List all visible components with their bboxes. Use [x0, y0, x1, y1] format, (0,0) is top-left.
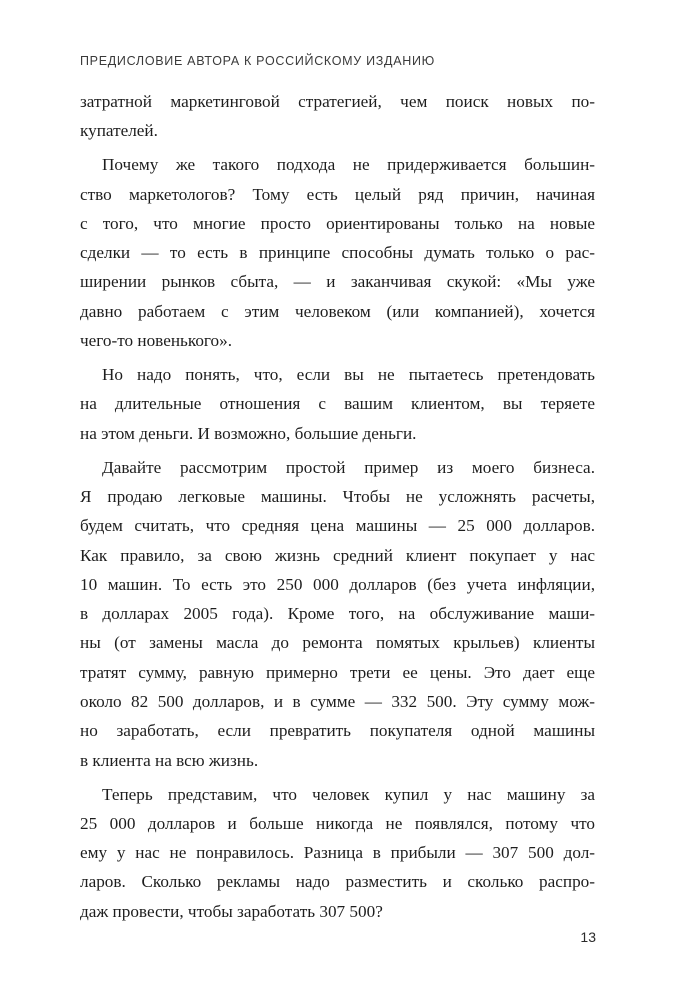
text-line: на длительные отношения с вашим клиентом, вы теряете [80, 394, 595, 414]
text-line: ство маркетологов? Тому есть целый ряд причин, начиная [80, 184, 595, 204]
text-line: Почему же такого подхода не придерживается большин- [102, 155, 595, 175]
text-line: чего-то новенького». [80, 331, 233, 351]
paragraph-3 [80, 360, 595, 448]
text-line: затратной маркетинговой стратегией, чем поиск новых по- [80, 92, 595, 111]
text-line: в долларах 2005 года). Кроме того, на обслуживание маши- [80, 604, 595, 624]
paragraph-5 [80, 780, 595, 926]
text-line: Теперь представим, что человек купил у нас машину за [102, 784, 595, 804]
page-number: 13 [580, 929, 596, 945]
paragraph-4 [80, 453, 595, 775]
body-text [80, 87, 595, 931]
text-line: 25 000 долларов и больше никогда не появлялся, потому что [80, 813, 595, 833]
text-line: ширении рынков сбыта, — и заканчивая скукой: «Мы уже [80, 272, 595, 292]
text-line: Но надо понять, что, если вы не пытаетесь претендовать [102, 365, 595, 385]
text-line: 10 машин. То есть это 250 000 долларов (без учета инфляции, [80, 574, 595, 594]
text-line: ны (от замены масла до ремонта помятых крыльев) клиенты [80, 633, 595, 653]
paragraph-2 [80, 150, 595, 355]
text-line: на этом деньги. И возможно, большие деньги. [80, 423, 417, 443]
text-line: сделки — то есть в принципе способны думать только о рас- [80, 243, 595, 263]
text-line: купателей. [80, 121, 158, 141]
paragraph-1 [80, 87, 595, 146]
text-line: ему у нас не понравилось. Разница в прибыли — 307 500 дол- [80, 843, 595, 863]
text-line: давно работаем с этим человеком (или компанией), хочется [80, 301, 595, 321]
running-header: ПРЕДИСЛОВИЕ АВТОРА К РОССИЙСКОМУ ИЗДАНИЮ [80, 54, 435, 68]
text-line: ларов. Сколько рекламы надо разместить и сколько распро- [80, 872, 595, 892]
text-line: с того, что многие просто ориентированы только на новые [80, 213, 595, 233]
text-line: будем считать, что средняя цена машины — 25 000 долларов. [80, 516, 595, 536]
text-line: Как правило, за свою жизнь средний клиент покупает у нас [80, 545, 595, 565]
text-line: тратят сумму, равную примерно трети ее цены. Это дает еще [80, 662, 595, 682]
text-line: около 82 500 долларов, и в сумме — 332 500. Эту сумму мож- [80, 692, 595, 711]
text-line: даж провести, чтобы заработать 307 500? [80, 901, 383, 921]
text-line: но заработать, если превратить покупателя одной машины [80, 721, 595, 741]
text-line: Давайте рассмотрим простой пример из моего бизнеса. [102, 457, 595, 477]
text-line: Я продаю легковые машины. Чтобы не усложнять расчеты, [80, 486, 595, 506]
text-line: в клиента на всю жизнь. [80, 750, 259, 770]
